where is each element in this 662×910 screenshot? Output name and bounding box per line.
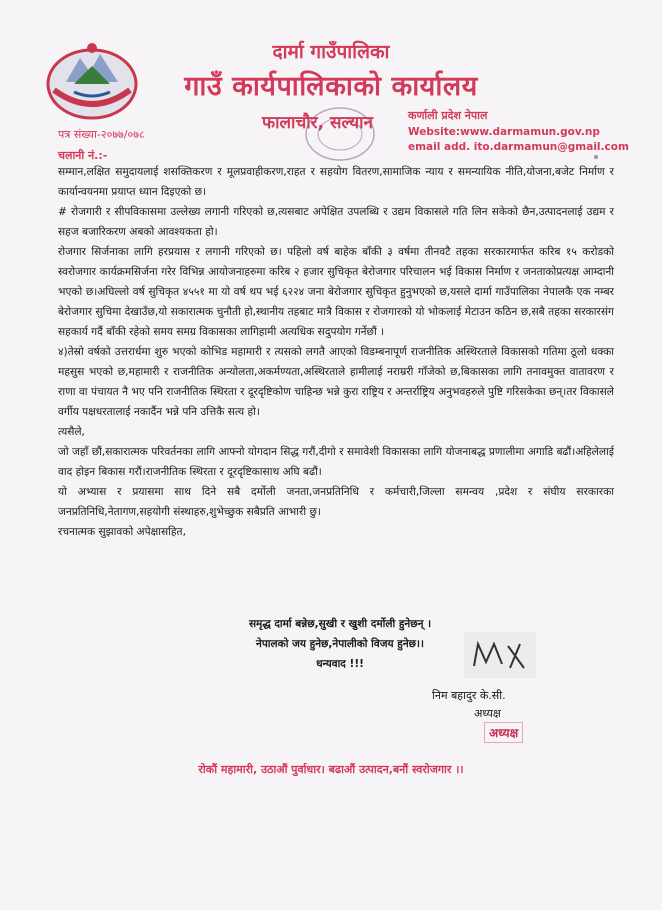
office-location: फालाचौर, सल्यान: [262, 113, 373, 133]
closing-line-2: नेपालको जय हुनेछ,नेपालीको विजय हुनेछ।।: [256, 638, 424, 650]
chalani-number: चलानी नं.:-: [58, 149, 108, 162]
paragraph-7: यो अभ्यास र प्रयासमा साथ दिने सबै दर्मोली जनता,जनप्रतिनिधि र कर्मचारी,जिल्ला समन्वय ,प्रदेश र संघीय सरकारका जनप्रतिनिधि,नेतागण,सहयोगी संस्थाहरु,शुभेच्छुक सबैप्रति आभारी छु।: [58, 486, 614, 518]
municipality-name: दार्मा गाउँपालिका: [272, 41, 390, 63]
closing-line-3: धन्यवाद !!!: [316, 658, 364, 670]
office-name: गाउँ कार्यपालिकाको कार्यालय: [184, 71, 478, 102]
paragraph-6: जो जहाँ छौं,सकारात्मक परिवर्तनका लागि आफ्नो योगदान सिद्ध गरौं,दीगो र समावेशी विकासका लागि योजनाबद्ध प्रणालीमा अगाडि बढौं।अहिलेलाई वाद होइन बिकास गरौं।राजनीतिक स्थिरता र दूरदृष्टिकासाथ अघि बढौं।: [58, 446, 614, 478]
closing-line-1: समृद्ध दार्मा बन्नेछ,सुखी र खुशी दर्मोली हुनेछन् ।: [248, 618, 432, 630]
signature-icon: [464, 632, 536, 678]
reference-number: पत्र संख्या-२०७७/०७८: [58, 128, 145, 141]
paragraph-3: रोजगार सिर्जनाका लागि हरप्रयास र लगानी गरिएको छ। पहिलो वर्ष बाहेक बाँकी ३ वर्षमा तीनवटै तहका सरकारमार्फत करिब १५ करोडको स्वरोजगार कार्यक्रमसिर्जना गरेर विभिन्न आयोजनाहरुमा करिब २ हजार सुचिकृत बेरोजगार परिचालन भई विकास निर्माण र जनताकोप्रत्यक्ष आम्दानी भएको छ।अघिल्लो वर्ष सुचिकृत ४५५१ मा यो वर्ष थप भई ६२२४ जना बेरोजगार सुचिकृत हुनुभएको छ,यसले दार्मा गाउँपालिका नेपालकै एक नम्बर बेरोजगार सुचिमा देखाउँछ,यो सकारात्मक चुनौती हो,स्थानीय तहबाट मात्रै विकास र रोजगारको यो भोकलाई मेटाउन कठिन छ,सबै तहका सरकारसंग सहकार्य गर्दै बाँकी रहेको समय समग्र विकासका लागिहामी अत्यधिक सदुपयोग गर्नेछौं ।: [58, 246, 614, 338]
paragraph-4: ४)तेस्रो वर्षको उत्तरार्धमा शुरु भएको कोभिड महामारी र त्यसको लगतै आएको विडम्बनापूर्ण राजनीतिक अस्थिरताले विकासको गतिमा ठूलो धक्का महसुस भएको छ,महामारी र राजनीतिक अन्योलता,अकर्मण्यता,अस्थिरताले हामीलाई नराम्ररी गाँजेको छ,बिकासका लागि तनावमुक्त वातावरण र राणा वा पंचायत नै भए पनि राजनीतिक स्थिरता र दूरदृष्टिकोण चाहिन्छ भन्ने कुरा राष्ट्रिय र अन्तर्राष्ट्रिय अनुभवहरुले पुष्टि गरिसकेका छन्।तर विकासले वर्गीय पक्षधरतालाई नकार्दैन भन्ने पनि उत्तिकै सत्य हो।: [58, 346, 614, 418]
paragraph-8: रचनात्मक सुझावको अपेक्षासहित,: [58, 526, 186, 538]
paragraph-2: # रोजगारी र सीपविकासमा उल्लेख्य लगानी गरिएको छ,त्यसबाट अपेक्षित उपलब्धि र उद्यम विकासले गति लिन सकेको छैन,उत्पादनलाई उद्यम र सहज बजारिकरण अबको आवश्यकता हो।: [58, 206, 614, 238]
province-label: कर्णाली प्रदेश नेपाल: [408, 109, 488, 122]
signatory-name: निम बहादुर के.सी.: [432, 689, 506, 702]
paragraph-1: सम्मान,लक्षित समुदायलाई शसक्तिकरण र मूलप्रवाहीकरण,राहत र सहयोग वितरण,सामाजिक न्याय र समन्यायिक नीति,योजना,बजेट निर्माण र कार्यान्वयनमा प्रयाप्त ध्यान दिइएको छ।: [58, 166, 614, 198]
ink-dot: [594, 155, 598, 159]
email-text: email add. ito.darmamun@gmail.com: [408, 141, 629, 153]
website-text: Website:www.darmamun.gov.np: [408, 126, 600, 138]
signatory-stamp: अध्यक्ष: [484, 722, 523, 743]
paragraph-5: त्यसैले,: [58, 426, 85, 438]
signatory-title: अध्यक्ष: [474, 707, 501, 720]
footer-slogan: रोकौं महामारी, उठाऔं पुर्वाधार। बढाऔं उत्पादन,बनौं स्वरोजगार ।।: [198, 763, 464, 776]
letter-body: [58, 162, 614, 542]
